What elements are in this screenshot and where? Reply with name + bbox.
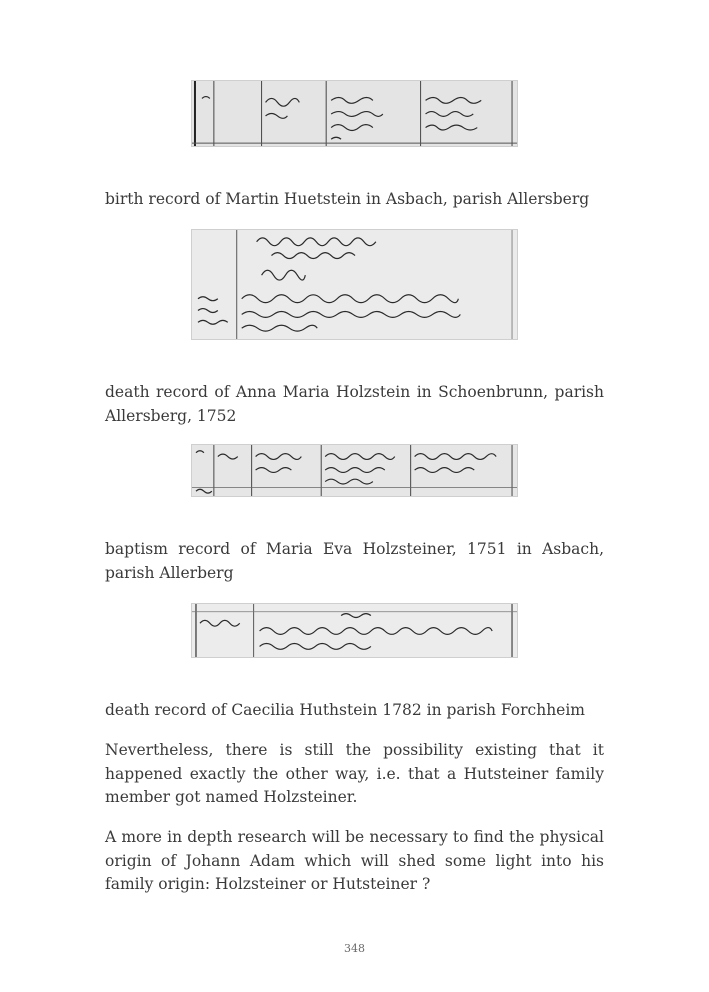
caption-baptism-record: baptism record of Maria Eva Holzsteiner, 1751 in Asbach, parish Allerberg — [105, 540, 604, 582]
caption-death-record-holzstein: death record of Anna Maria Holzstein in Schoenbrunn, parish Allersberg, 1752 — [105, 383, 604, 425]
death-record-scan-image — [191, 229, 518, 340]
page-number: 348 — [344, 942, 365, 955]
caption-death-record-huthstein: death record of Caecilia Huthstein 1782 in parish Forchheim — [105, 701, 586, 719]
baptism-record-scan-image — [191, 444, 518, 497]
caption-birth-record: birth record of Martin Huetstein in Asbach, parish Allersberg — [105, 190, 590, 208]
death-record-caecilia-scan-image — [191, 603, 518, 658]
body-paragraph-research: A more in depth research will be necessary to find the physical origin of Johann Adam which will shed some light into his family origin: Holzsteiner or Hutsteiner ? — [105, 828, 604, 893]
birth-record-scan-image — [191, 80, 518, 147]
body-paragraph-possibility: Nevertheless, there is still the possibility existing that it happened exactly the other way, i.e. that a Hutsteiner family member got named Holzsteiner. — [105, 741, 604, 806]
